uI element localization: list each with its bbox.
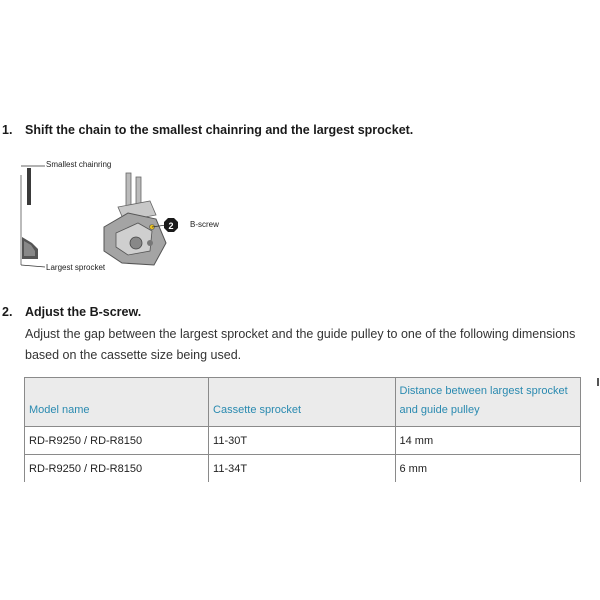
edge-mark [597, 378, 599, 386]
table-row [25, 455, 581, 483]
step-2-text: Adjust the B-screw. [25, 305, 142, 319]
header-model-name: Model name [25, 378, 209, 427]
step-1-title [2, 123, 413, 137]
header-distance: Distance between largest sprocket and guide pulley [395, 378, 581, 427]
label-smallest-chainring: Smallest chainring [46, 160, 112, 169]
step-1-text: Shift the chain to the smallest chainring and the largest sprocket. [25, 123, 414, 137]
step-2-title [2, 305, 141, 319]
callout-number: 2 [168, 221, 174, 231]
cell-model: RD-R9250 / RD-R8150 [25, 455, 209, 483]
derailleur-diagram [0, 155, 260, 280]
cell-cassette: 11-34T [209, 455, 395, 483]
derailleur-illustration [0, 155, 260, 280]
cell-cassette: 11-30T [209, 427, 395, 455]
dimension-table [24, 377, 581, 482]
label-b-screw: B-screw [190, 220, 219, 229]
table-header-row [25, 378, 581, 427]
table-row [25, 427, 581, 455]
cell-model: RD-R9250 / RD-R8150 [25, 427, 209, 455]
header-cassette-sprocket: Cassette sprocket [209, 378, 395, 427]
step-2-description: Adjust the gap between the largest sprocket and the guide pulley to one of the following dimensions based on the cassette size being used. [25, 327, 576, 362]
step-2-number: 2. [2, 305, 13, 319]
step-1-number: 1. [2, 123, 13, 137]
cell-distance: 6 mm [395, 455, 581, 483]
label-largest-sprocket: Largest sprocket [46, 263, 106, 272]
cell-distance: 14 mm [395, 427, 581, 455]
